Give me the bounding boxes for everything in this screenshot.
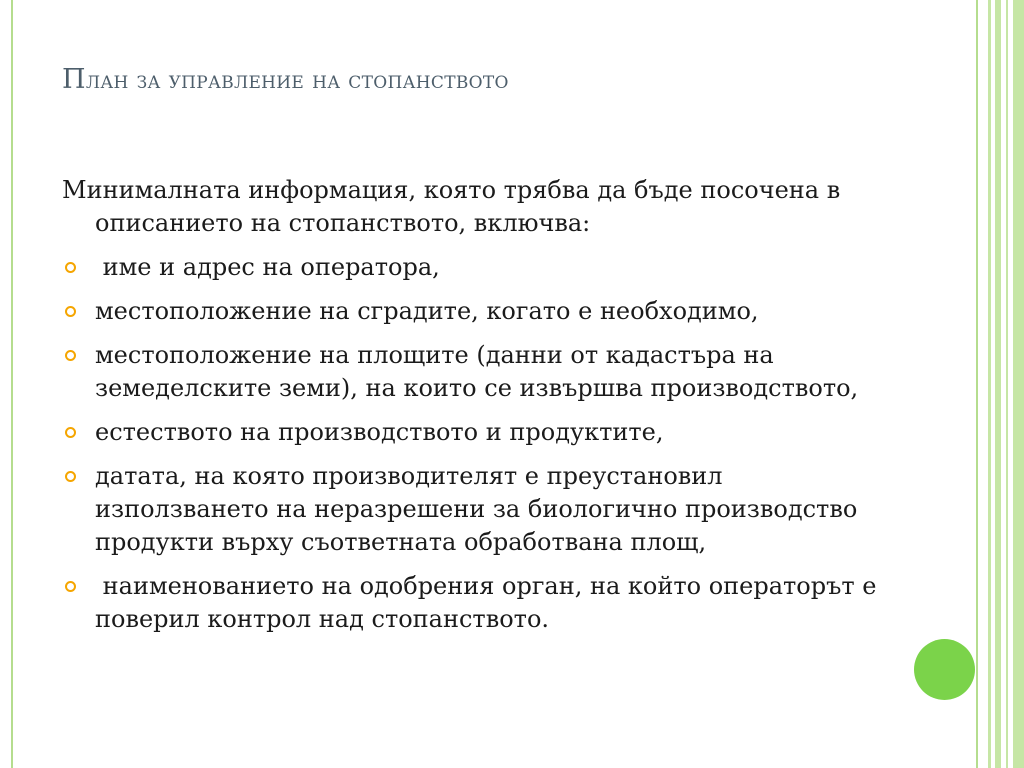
bullet-circle-icon: [65, 581, 76, 592]
bullet-item: [62, 416, 902, 449]
title-first-letter: П: [62, 64, 86, 95]
bullet-text: име и адрес на оператора,: [95, 253, 440, 281]
bullet-item: [62, 295, 902, 328]
decorative-green-circle: [914, 639, 975, 700]
bullet-text: естеството на производството и продуктите,: [95, 418, 664, 446]
bullet-circle-icon: [65, 471, 76, 482]
decorative-stripe: [988, 0, 991, 768]
bullet-text: местоположение на площите (данни от кадастъра на земеделските земи), на които се извършва производството,: [95, 341, 859, 402]
bullet-text: датата, на която производителят е преустановил използването на неразрешени за биологично производство продукти върху съответната обработвана площ,: [95, 462, 858, 556]
decorative-stripe: [1013, 0, 1024, 768]
bullet-list: [62, 251, 902, 636]
bullet-item: [62, 251, 902, 284]
slide-title: [62, 64, 509, 95]
bullet-circle-icon: [65, 350, 76, 361]
right-frame-line: [976, 0, 978, 768]
bullet-circle-icon: [65, 262, 76, 273]
bullet-item: [62, 570, 902, 636]
bullet-circle-icon: [65, 427, 76, 438]
intro-text: Минималната информация, която трябва да бъде посочена в описанието на стопанството, включва:: [62, 176, 841, 237]
title-rest: лан за управление на стопанството: [85, 66, 509, 94]
bullet-text: местоположение на сградите, когато е необходимо,: [95, 297, 759, 325]
bullet-item: [62, 339, 902, 405]
decorative-stripe: [995, 0, 1001, 768]
bullet-text: наименованието на одобрения орган, на който операторът е поверил контрол над стопанството.: [95, 572, 885, 633]
decorative-stripe: [1006, 0, 1008, 768]
left-frame-line: [11, 0, 13, 768]
bullet-circle-icon: [65, 306, 76, 317]
bullet-item: [62, 460, 902, 559]
slide-content: [62, 174, 902, 647]
